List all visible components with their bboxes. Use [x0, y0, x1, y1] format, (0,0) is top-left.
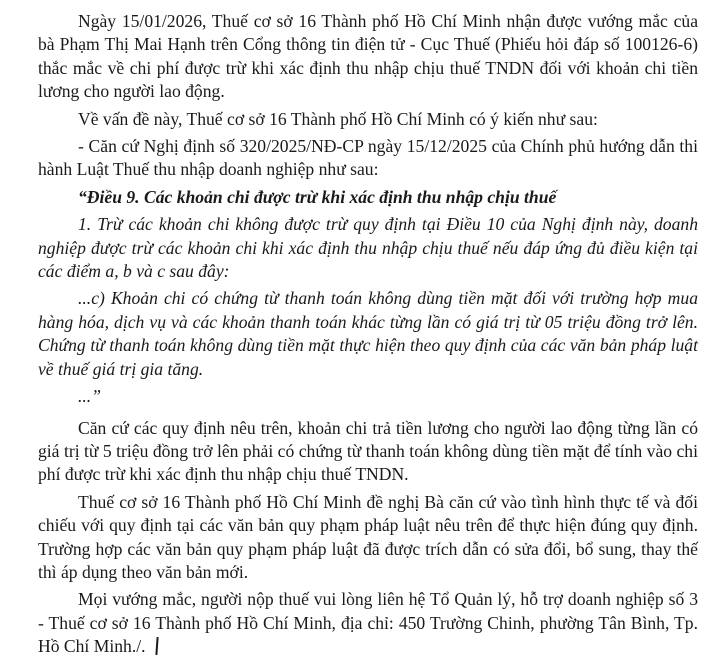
quote-clause-1: 1. Trừ các khoản chi không được trừ quy định tại Điều 10 của Nghị định này, doanh nghiệp được trừ các khoản chi khi xác định thu nhập chịu thuế nếu đáp ứng đủ điều kiện tại các điểm a, b và c sau đây:	[38, 214, 698, 282]
contact-paragraph	[38, 588, 698, 658]
recommendation-paragraph: Thuế cơ sở 16 Thành phố Hồ Chí Minh đề nghị Bà căn cứ vào tình hình thực tế và đối chiếu với quy định tại các văn bản quy phạm pháp luật nêu trên để thực hiện đúng quy định. Trường hợp các văn bản quy phạm pháp luật đã được trích dẫn có sửa đổi, bổ sung, thay thế thì áp dụng theo văn bản mới.	[38, 491, 698, 582]
conclusion-paragraph: Căn cứ các quy định nêu trên, khoản chi trả tiền lương cho người lao động từng lần có giá trị từ 5 triệu đồng trở lên phải có chứng từ thanh toán không dùng tiền mặt để tính vào chi phí được trừ khi xác định thu nhập chịu thuế TNDN.	[38, 417, 698, 485]
intro-paragraph: Ngày 15/01/2026, Thuế cơ sở 16 Thành phố Hồ Chí Minh nhận được vướng mắc của bà Phạm Thị Mai Hạnh trên Cổng thông tin điện tử - Cục Thuế (Phiếu hỏi đáp số 100126-6) thắc mắc về chi phí được trừ khi xác định thu nhập chịu thuế TNDN đối với khoản chi tiền lương cho người lao động.	[38, 11, 698, 102]
article-heading: “Điều 9. Các khoản chi được trừ khi xác định thu nhập chịu thuế	[78, 186, 557, 207]
legal-basis-paragraph: - Căn cứ Nghị định số 320/2025/NĐ-CP ngày 15/12/2025 của Chính phủ hướng dẫn thi hành Luật Thuế thu nhập doanh nghiệp như sau:	[38, 136, 698, 180]
contact-text: Mọi vướng mắc, người nộp thuế vui lòng liên hệ Tổ Quản lý, hỗ trợ doanh nghiệp số 3 - Thuế cơ sở 16 Thành phố Hồ Chí Minh, địa chỉ: 450 Trường Chinh, phường Tân Bình, Tp. Hồ Chí Minh./.	[38, 589, 698, 657]
quote-end: ...”	[78, 386, 101, 407]
quote-point-c: ...c) Khoản chi có chứng từ thanh toán không dùng tiền mặt đối với trường hợp mua hàng hóa, dịch vụ và các khoản thanh toán khác từng lần có giá trị từ 05 triệu đồng trở lên. Chứng từ thanh toán không dùng tiền mặt thực hiện theo quy định của các văn bản pháp luật về thuế giá trị gia tăng.	[38, 288, 698, 379]
opinion-paragraph: Về vấn đề này, Thuế cơ sở 16 Thành phố Hồ Chí Minh có ý kiến như sau:	[78, 108, 598, 129]
pen-stroke-mark	[155, 637, 158, 655]
